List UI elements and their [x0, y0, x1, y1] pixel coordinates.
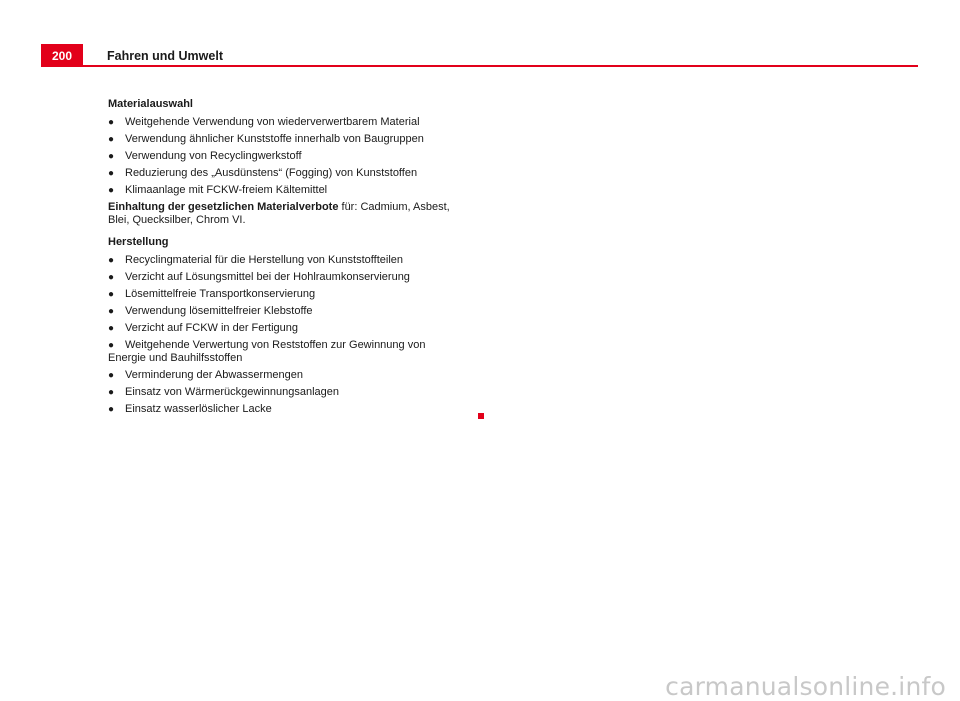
- bullet-icon: ●: [108, 289, 115, 300]
- list-item: ● Reduzierung des „Ausdünstens“ (Fogging) von Kunststoffen: [108, 167, 418, 179]
- list-item: ● Verminderung der Abwassermengen: [108, 369, 303, 381]
- bullet-icon: ●: [108, 306, 115, 317]
- bullet-icon: ●: [108, 272, 115, 283]
- bullet-icon: ●: [108, 134, 115, 145]
- bullet-icon: ●: [108, 370, 115, 381]
- header-rule: [41, 65, 918, 67]
- page-number: 200: [41, 44, 83, 66]
- page-header: [41, 44, 918, 68]
- compliance-paragraph: [108, 201, 458, 227]
- bullet-icon: ●: [108, 151, 115, 162]
- bullet-icon: ●: [108, 168, 115, 179]
- list-item: ● Verwendung lösemittelfreier Klebstoffe: [108, 305, 313, 317]
- chapter-title: Fahren und Umwelt: [107, 49, 223, 63]
- section-heading-herstellung: Herstellung: [108, 236, 169, 248]
- main-content: [108, 98, 458, 420]
- material-list: [108, 116, 458, 197]
- list-item: ● Verzicht auf Lösungsmittel bei der Hohlraumkonservierung: [108, 271, 410, 283]
- list-item: ● Verzicht auf FCKW in der Fertigung: [108, 322, 299, 334]
- bullet-icon: ●: [108, 340, 115, 351]
- compliance-bold: Einhaltung der gesetzlichen Materialverbote: [108, 201, 339, 213]
- section-heading-materialauswahl: Materialauswahl: [108, 98, 193, 110]
- list-item: ● Verwendung ähnlicher Kunststoffe innerhalb von Baugruppen: [108, 133, 424, 145]
- list-item: ● Lösemittelfreie Transportkonservierung: [108, 288, 316, 300]
- list-item: ● Weitgehende Verwertung von Reststoffen zur Gewinnung von Energie und Bauhilfsstoffen: [108, 339, 426, 364]
- bullet-icon: ●: [108, 323, 115, 334]
- section-end-marker: [478, 413, 484, 419]
- bullet-icon: ●: [108, 404, 115, 415]
- compliance-text: für: Cadmium, Asbest, Blei, Quecksilber, Chrom VI.: [108, 201, 450, 226]
- watermark: carmanualsonline.info: [665, 672, 946, 701]
- list-item: ● Einsatz von Wärmerückgewinnungsanlagen: [108, 386, 340, 398]
- bullet-icon: ●: [108, 117, 115, 128]
- list-item: ● Einsatz wasserlöslicher Lacke: [108, 403, 272, 415]
- list-item: ● Klimaanlage mit FCKW-freiem Kältemittel: [108, 184, 328, 196]
- bullet-icon: ●: [108, 387, 115, 398]
- list-item: ● Verwendung von Recyclingwerkstoff: [108, 150, 302, 162]
- list-item: ● Recyclingmaterial für die Herstellung von Kunststoffteilen: [108, 254, 403, 266]
- production-list: [108, 254, 458, 416]
- bullet-icon: ●: [108, 255, 115, 266]
- bullet-icon: ●: [108, 185, 115, 196]
- list-item: ● Weitgehende Verwendung von wiederverwertbarem Material: [108, 116, 420, 128]
